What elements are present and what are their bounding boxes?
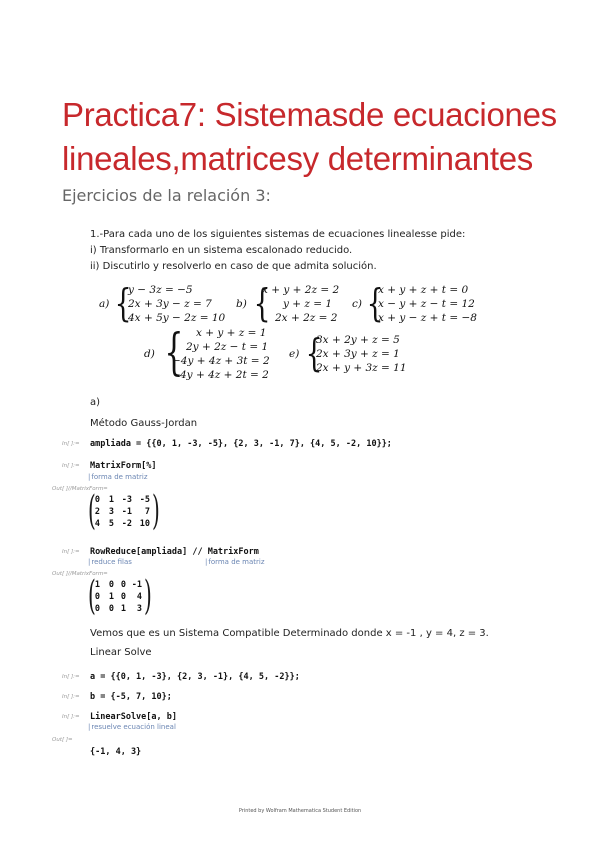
matrix-cell: 0 (94, 495, 100, 505)
system-d-row-2: 2y + 2z − t = 1 (186, 341, 269, 353)
system-d-label: d) (144, 348, 155, 360)
matrix-cell: 7 (144, 507, 150, 517)
system-b-brace: { (253, 281, 271, 325)
intro-line-3: ii) Discutirlo y resolverlo en caso de que admita solución. (90, 261, 377, 272)
system-d-row-1: x + y + z = 1 (196, 327, 267, 339)
system-e-brace: { (305, 331, 323, 375)
output-result: {-1, 4, 3} (90, 747, 142, 757)
matrix-cell: 4 (136, 592, 142, 602)
system-c-row-3: x + y − z + t = −8 (378, 312, 477, 324)
input-cell-linearsolve[interactable]: LinearSolve[a, b] (90, 712, 177, 722)
matrix-reduced-grid (92, 579, 142, 615)
conclusion-text: Vemos que es un Sistema Compatible Determinado donde x = -1 , y = 4, z = 3. (90, 628, 489, 639)
function-hint-matrixform-2: | forma de matriz (205, 558, 265, 566)
footer-note: Printed by Wolfram Mathematica Student Edition (238, 808, 362, 814)
matrix-cell: -2 (121, 519, 132, 529)
section-a-heading: a) (90, 397, 101, 408)
matrix-cell: 1 (108, 495, 114, 505)
matrix-cell: 10 (139, 519, 150, 529)
matrix-cell: 0 (94, 592, 100, 602)
system-b-row-1: x + y + 2z = 2 (262, 284, 340, 296)
input-cell-rowreduce[interactable]: RowReduce[ampliada] // MatrixForm (90, 547, 259, 557)
left-paren-icon: ( (88, 573, 96, 619)
input-cell-b[interactable]: b = {-5, 7, 10}; (90, 692, 172, 702)
matrix-cell: 4 (94, 519, 100, 529)
page-title-line-1: Practica7: Sistemasde ecuaciones (62, 96, 557, 133)
system-a-label: a) (99, 298, 110, 310)
right-paren-icon: ) (152, 488, 160, 534)
system-d-row-4: 4y + 4z + 2t = 2 (180, 369, 269, 381)
matrix-row (92, 591, 142, 603)
method-linear-solve-heading: Linear Solve (90, 647, 152, 658)
matrix-cell: -3 (121, 495, 132, 505)
equation-systems (0, 0, 600, 400)
right-paren-icon: ) (144, 573, 152, 619)
system-e-row-1: 3x + 2y + z = 5 (316, 334, 400, 346)
output-matrix-ampliada (88, 488, 168, 534)
system-b-row-2: y + z = 1 (283, 298, 333, 310)
input-label-1: In[ ]:= (62, 441, 80, 447)
matrix-cell: 0 (94, 604, 100, 614)
matrix-cell: 0 (108, 604, 114, 614)
system-b-label: b) (236, 298, 247, 310)
system-c-row-1: x + y + z + t = 0 (378, 284, 469, 296)
matrix-ampliada-grid (92, 494, 150, 530)
matrix-cell: 1 (94, 580, 100, 590)
matrix-row (92, 518, 150, 530)
input-label-6: In[ ]:= (62, 714, 80, 720)
output-label-1: Out[ ]//MatrixForm= (52, 486, 108, 492)
function-hint-rowreduce: | reduce filas (88, 558, 132, 566)
input-cell-ampliada[interactable]: ampliada = {{0, 1, -3, -5}, {2, 3, -1, 7}, {4, 5, -2, 10}}; (90, 439, 392, 449)
system-c-brace: { (366, 281, 384, 325)
matrix-cell: 5 (108, 519, 114, 529)
page-title-line-2: lineales,matricesy determinantes (62, 140, 533, 177)
matrix-row (92, 494, 150, 506)
matrix-cell: 3 (108, 507, 114, 517)
function-hint-matrixform: | forma de matriz (88, 473, 148, 481)
matrix-cell: -1 (121, 507, 132, 517)
system-a-row-1: y − 3z = −5 (128, 284, 193, 296)
matrix-cell: 0 (108, 580, 114, 590)
matrix-cell: 1 (120, 604, 126, 614)
intro-line-1: 1.-Para cada uno de los siguientes sistemas de ecuaciones linealesse pide: (90, 229, 466, 240)
matrix-row (92, 579, 142, 591)
matrix-cell: 0 (120, 592, 126, 602)
input-cell-a[interactable]: a = {{0, 1, -3}, {2, 3, -1}, {4, 5, -2}}; (90, 672, 300, 682)
matrix-row (92, 506, 150, 518)
function-hint-linearsolve: | resuelve ecuación lineal (88, 723, 176, 731)
matrix-cell: -1 (131, 580, 142, 590)
output-label-3: Out[ ]= (52, 737, 73, 743)
input-label-2: In[ ]:= (62, 463, 80, 469)
input-label-5: In[ ]:= (62, 694, 80, 700)
system-d-brace: { (164, 323, 184, 381)
system-a-row-2: 2x + 3y − z = 7 (128, 298, 212, 310)
system-b-row-3: 2x + 2z = 2 (275, 312, 338, 324)
input-label-3: In[ ]:= (62, 549, 80, 555)
system-a-brace: { (114, 281, 132, 325)
matrix-cell: 2 (94, 507, 100, 517)
left-paren-icon: ( (88, 488, 96, 534)
output-matrix-reduced (88, 573, 168, 619)
input-cell-matrixform[interactable]: MatrixForm[%] (90, 461, 157, 471)
system-c-row-2: x − y + z − t = 12 (378, 298, 475, 310)
matrix-row (92, 603, 142, 615)
input-label-4: In[ ]:= (62, 674, 80, 680)
method-gauss-jordan-heading: Método Gauss-Jordan (90, 418, 198, 429)
system-d-row-3: −4y + 4z + 3t = 2 (172, 355, 270, 367)
matrix-cell: 0 (120, 580, 126, 590)
matrix-cell: -5 (139, 495, 150, 505)
matrix-cell: 3 (136, 604, 142, 614)
output-label-2: Out[ ]//MatrixForm= (52, 571, 108, 577)
system-a-row-3: 4x + 5y − 2z = 10 (128, 312, 226, 324)
matrix-cell: 1 (108, 592, 114, 602)
system-e-row-3: 2x + y + 3z = 11 (316, 362, 407, 374)
section-subtitle: Ejercicios de la relación 3: (62, 186, 271, 205)
system-e-row-2: 2x + 3y + z = 1 (316, 348, 400, 360)
system-e-label: e) (289, 348, 300, 360)
system-c-label: c) (352, 298, 362, 310)
intro-line-2: i) Transformarlo en un sistema escalonado reducido. (90, 245, 353, 256)
